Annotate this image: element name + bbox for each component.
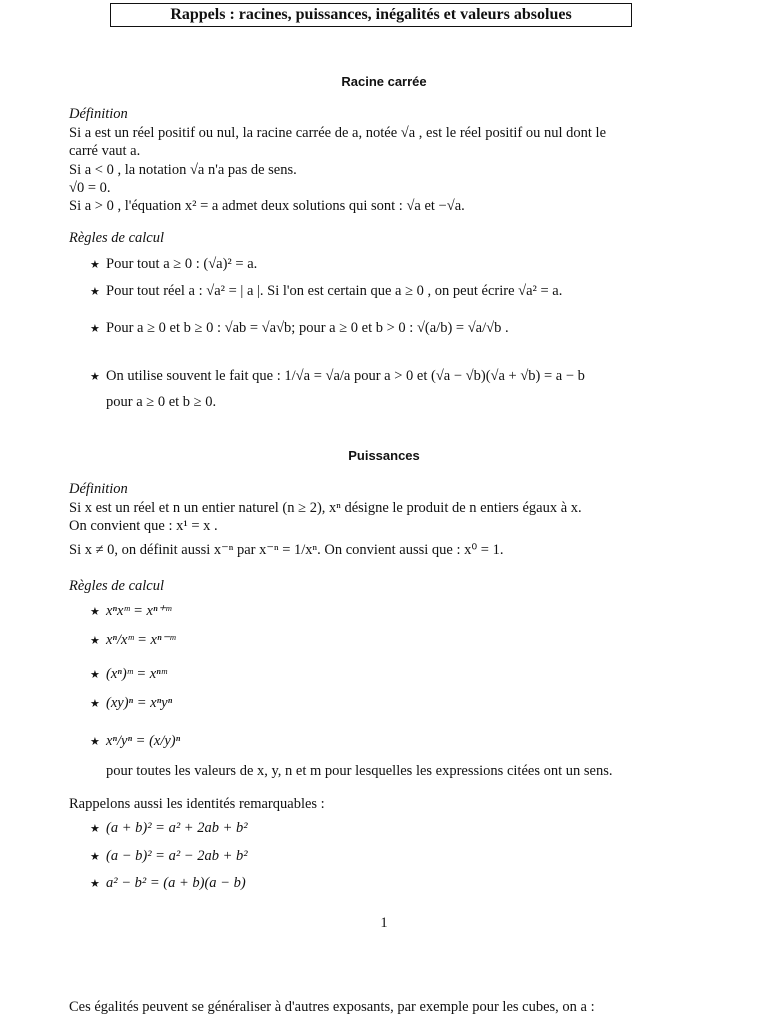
def-line: √0 = 0.: [69, 180, 111, 196]
list-item: ★ Pour tout réel a : √a² = | a |. Si l'on est certain que a ≥ 0 , on peut écrire √a² = a.: [90, 283, 563, 299]
star-bullet-icon: ★: [90, 851, 100, 863]
star-bullet-icon: ★: [90, 606, 100, 618]
identities-intro: Rappelons aussi les identités remarquables :: [69, 796, 325, 812]
star-bullet-icon: ★: [90, 669, 100, 681]
list-item: ★ (a + b)² = a² + 2ab + b²: [90, 820, 248, 836]
def-line: Si a est un réel positif ou nul, la racine carrée de a, notée √a , est le réel positif ou nul dont le: [69, 125, 607, 141]
page-number: 1: [380, 915, 388, 931]
rules-label: Règles de calcul: [69, 578, 165, 594]
star-bullet-icon: ★: [90, 259, 100, 271]
list-item: ★ Pour tout a ≥ 0 : (√a)² = a.: [90, 256, 258, 272]
definition-label: Définition: [69, 481, 128, 497]
def-line: carré vaut a.: [69, 143, 141, 159]
rules-note: pour toutes les valeurs de x, y, n et m pour lesquelles les expressions citées ont un sens.: [106, 763, 613, 779]
star-bullet-icon: ★: [90, 878, 100, 890]
list-item: ★ Pour a ≥ 0 et b ≥ 0 : √ab = √a√b; pour a ≥ 0 et b > 0 : √(a/b) = √a/√b .: [90, 320, 509, 336]
def-line: On convient que : x¹ = x .: [69, 518, 218, 534]
def-line: Si a < 0 , la notation √a n'a pas de sens.: [69, 162, 297, 178]
list-item: ★ a² − b² = (a + b)(a − b): [90, 875, 246, 891]
star-bullet-icon: ★: [90, 698, 100, 710]
star-bullet-icon: ★: [90, 635, 100, 647]
list-item: ★ xⁿxᵐ = xⁿ⁺ᵐ: [90, 603, 172, 619]
star-bullet-icon: ★: [90, 286, 100, 298]
section-title-puissances: Puissances: [348, 448, 420, 463]
list-item: ★ (a − b)² = a² − 2ab + b²: [90, 848, 248, 864]
star-bullet-icon: ★: [90, 823, 100, 835]
list-item: ★ (xy)ⁿ = xⁿyⁿ: [90, 695, 173, 711]
section-title-racine: Racine carrée: [341, 74, 427, 89]
list-item: ★ On utilise souvent le fait que : 1/√a = √a/a pour a > 0 et (√a − √b)(√a + √b) = a − b: [90, 368, 585, 384]
definition-label: Définition: [69, 106, 128, 122]
next-page-line: Ces égalités peuvent se généraliser à d'autres exposants, par exemple pour les cubes, on a :: [69, 999, 595, 1015]
def-line: Si a > 0 , l'équation x² = a admet deux solutions qui sont : √a et −√a.: [69, 198, 465, 214]
def-line: Si x est un réel et n un entier naturel (n ≥ 2), xⁿ désigne le produit de n entiers égaux à x.: [69, 500, 582, 516]
rules-label: Règles de calcul: [69, 230, 165, 246]
list-item: ★ xⁿ/yⁿ = (x/y)ⁿ: [90, 733, 181, 749]
star-bullet-icon: ★: [90, 736, 100, 748]
star-bullet-icon: ★: [90, 371, 100, 383]
star-bullet-icon: ★: [90, 323, 100, 335]
page-title: Rappels : racines, puissances, inégalités et valeurs absolues: [110, 3, 632, 27]
def-line: Si x ≠ 0, on définit aussi x⁻ⁿ par x⁻ⁿ = 1/xⁿ. On convient aussi que : x⁰ = 1.: [69, 542, 504, 558]
list-item: ★ (xⁿ)ᵐ = xⁿᵐ: [90, 666, 167, 682]
list-item-continuation: pour a ≥ 0 et b ≥ 0.: [106, 394, 217, 410]
list-item: ★ xⁿ/xᵐ = xⁿ⁻ᵐ: [90, 632, 176, 648]
